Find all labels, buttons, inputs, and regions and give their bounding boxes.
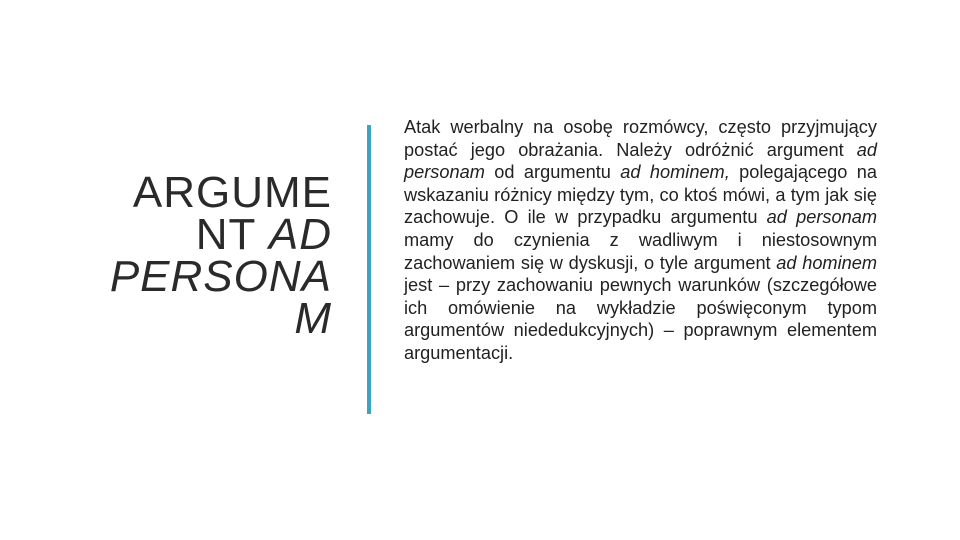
body-segment-1: Atak werbalny na osobę rozmówcy, często przyjmujący postać jego obrażania. Należy odróżnić argument (404, 117, 877, 160)
title-line-2 (32, 210, 332, 259)
body-segment-9: jest – przy zachowaniu pewnych warunków (szczegółowe ich omówienie na wykładzie poświęconym typom argumentów niededukcyjnych) – poprawnym elementem argumentacji. (404, 275, 877, 363)
title-line-4: M (294, 294, 332, 343)
body-paragraph (404, 116, 877, 365)
body-term-ad-personam-2: ad personam (766, 207, 877, 228)
title-line-3: PERSONA (109, 252, 332, 301)
body-term-ad-hominem-2: ad hominem (776, 252, 878, 273)
body-segment-7: mamy do czynienia z wadliwym i niestosownym zachowaniem się w dyskusji, o tyle argument (404, 229, 877, 273)
body-segment-5: polegającego na wskazaniu różnicy między tym, co ktoś mówi, a tym jak się zachowuje. O ile w przypadku argumentu (404, 162, 878, 228)
title-line-2-italic: AD (268, 210, 332, 259)
slide-title (32, 168, 332, 343)
title-line-2-plain: NT (195, 210, 269, 259)
title-line-1: ARGUME (132, 168, 332, 217)
body-term-ad-personam-1: ad personam (404, 139, 877, 183)
body-segment-3: od argumentu (484, 162, 621, 183)
accent-divider (367, 125, 371, 414)
body-term-ad-hominem-1: ad hominem, (620, 162, 730, 183)
